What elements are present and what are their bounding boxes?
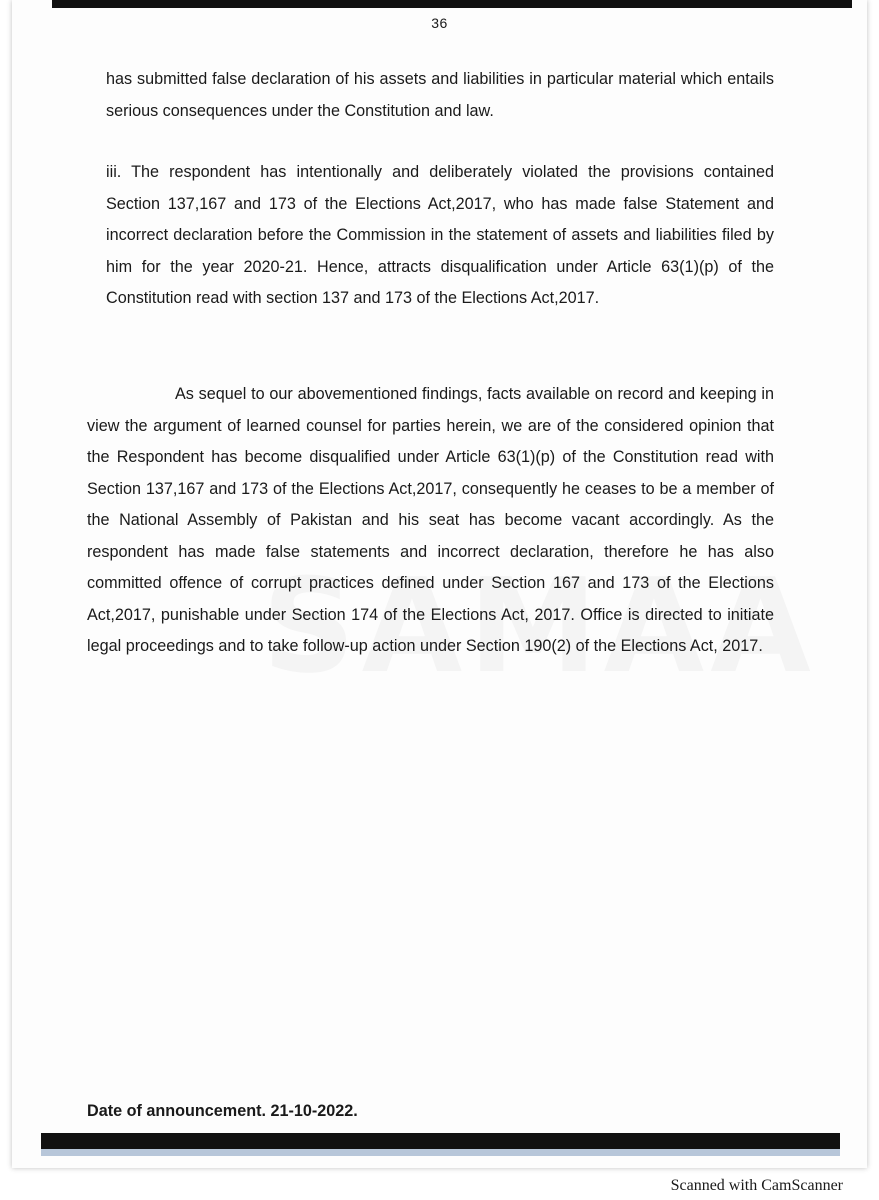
document-page <box>12 0 867 1168</box>
page-number: 36 <box>431 15 448 31</box>
paragraph-point-iii: iii. The respondent has intentionally and deliberately violated the provisions contained Section 137,167 and 173 of the Elections Act,2017, who has made false Statement and incorrect declaration before the Commission in the statement of assets and liabilities filed by him for the year 2020-21. Hence, attracts disqualification under Article 63(1)(p) of the Constitution read with section 137 and 173 of the Elections Act,2017. <box>106 163 774 307</box>
bottom-border-bar <box>41 1133 840 1149</box>
paragraph-findings: As sequel to our abovementioned findings, facts available on record and keeping in view the argument of learned counsel for parties herein, we are of the considered opinion that the Respondent has become disqualified under Article 63(1)(p) of the Constitution read with Section 137,167 and 173 of the Elections Act,2017, consequently he ceases to be a member of the National Assembly of Pakistan and his seat has become vacant accordingly. As the respondent has made false statements and incorrect declaration, therefore he has also committed offence of corrupt practices defined under Section 167 and 173 of the Elections Act,2017, punishable under Section 174 of the Elections Act, 2017. Office is directed to initiate legal proceedings and to take follow-up action under Section 190(2) of the Elections Act, 2017. <box>87 385 774 655</box>
date-of-announcement: Date of announcement. 21-10-2022. <box>87 1102 358 1120</box>
bottom-border-shadow <box>41 1149 840 1156</box>
scanner-footer: Scanned with CamScanner <box>670 1177 843 1194</box>
paragraph-continued: has submitted false declaration of his assets and liabilities in particular material which entails serious consequences under the Constitution and law. <box>106 70 774 120</box>
top-border-bar <box>52 0 852 8</box>
